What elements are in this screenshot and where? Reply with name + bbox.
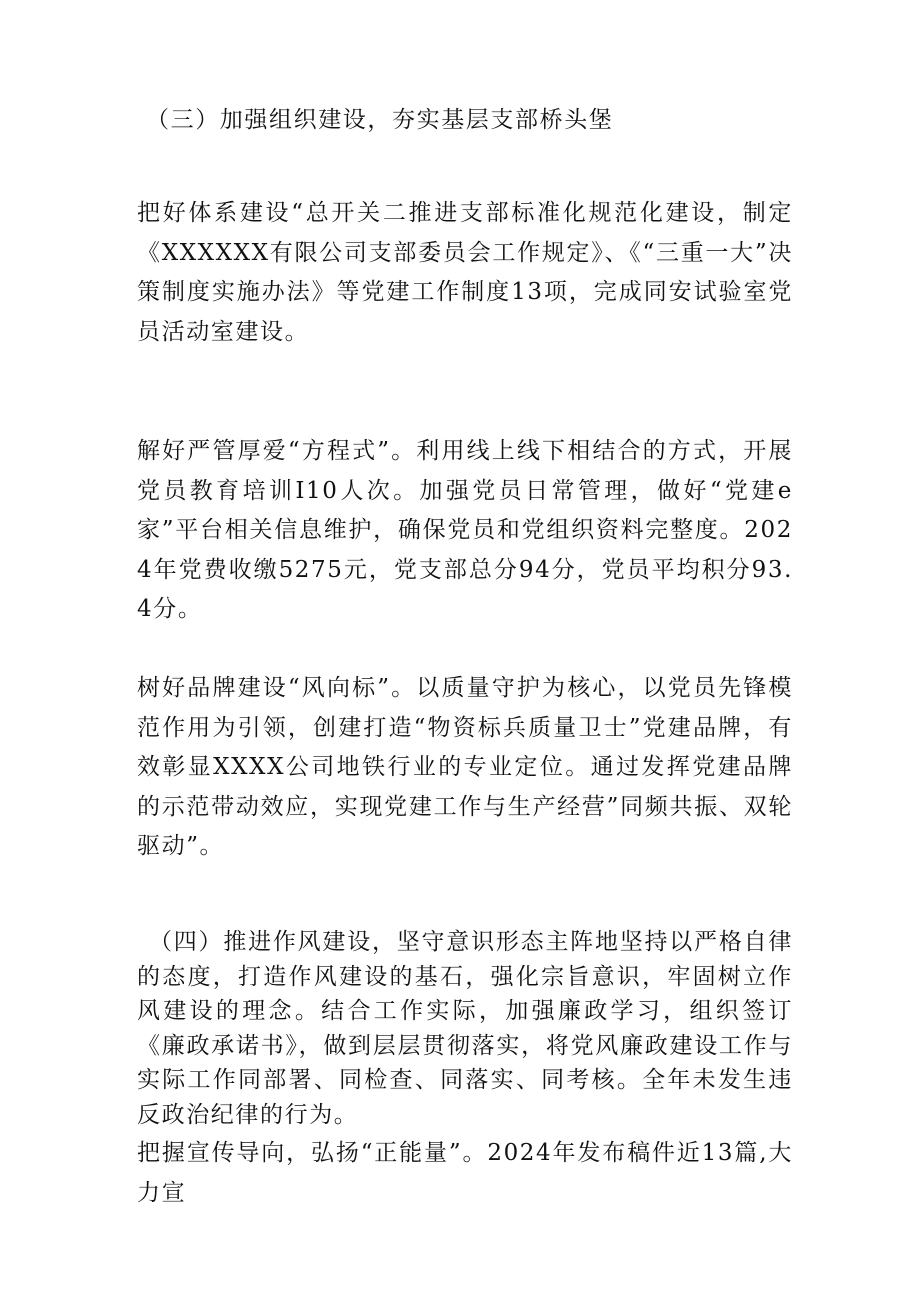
- paragraph-brand-building: 树好品牌建设“风向标”。以质量守护为核心，以党员先锋模范作用为引领，创建打造“物资标兵质量卫士”党建品牌，有效彰显XXXX公司地铁行业的专业定位。通过发挥党建品牌的示范带动效应，实现党建工作与生产经营”同频共振、双轮驱动”。: [137, 675, 793, 859]
- paragraph-system-building: 把好体系建设“总开关二推进支部标准化规范化建设，制定《XXXXXX有限公司支部委员会工作规定》、《“三重一大”决策制度实施办法》等党建工作制度13项，完成同安试验室党员活动室建设。: [137, 200, 793, 345]
- section-heading-3: （三）加强组织建设，夯实基层支部桥头堡: [146, 107, 614, 133]
- section-heading-4-paragraph: （四）推进作风建设，坚守意识形态主阵地坚持以严格自律的态度，打造作风建设的基石，强化宗旨意识，牢固树立作风建设的理念。结合工作实际，加强廉政学习，组织签订《廉政承诺书》，做到层层贯彻落实，将党风廉政建设工作与实际工作同部署、同检查、同落实、同考核。全年未发生违反政治纪律的行为。: [137, 929, 793, 1128]
- paragraph-publicity: 把握宣传导向，弘扬“正能量”。2024年发布稿件近13篇,大力宣: [137, 1140, 793, 1206]
- paragraph-management: 解好严管厚爱“方程式”。利用线上线下相结合的方式，开展党员教育培训I10人次。加强党员日常管理，做好“党建e家”平台相关信息维护，确保党员和党组织资料完整度。2024年党费收缴5275元，党支部总分94分，党员平均积分93.4分。: [137, 438, 793, 622]
